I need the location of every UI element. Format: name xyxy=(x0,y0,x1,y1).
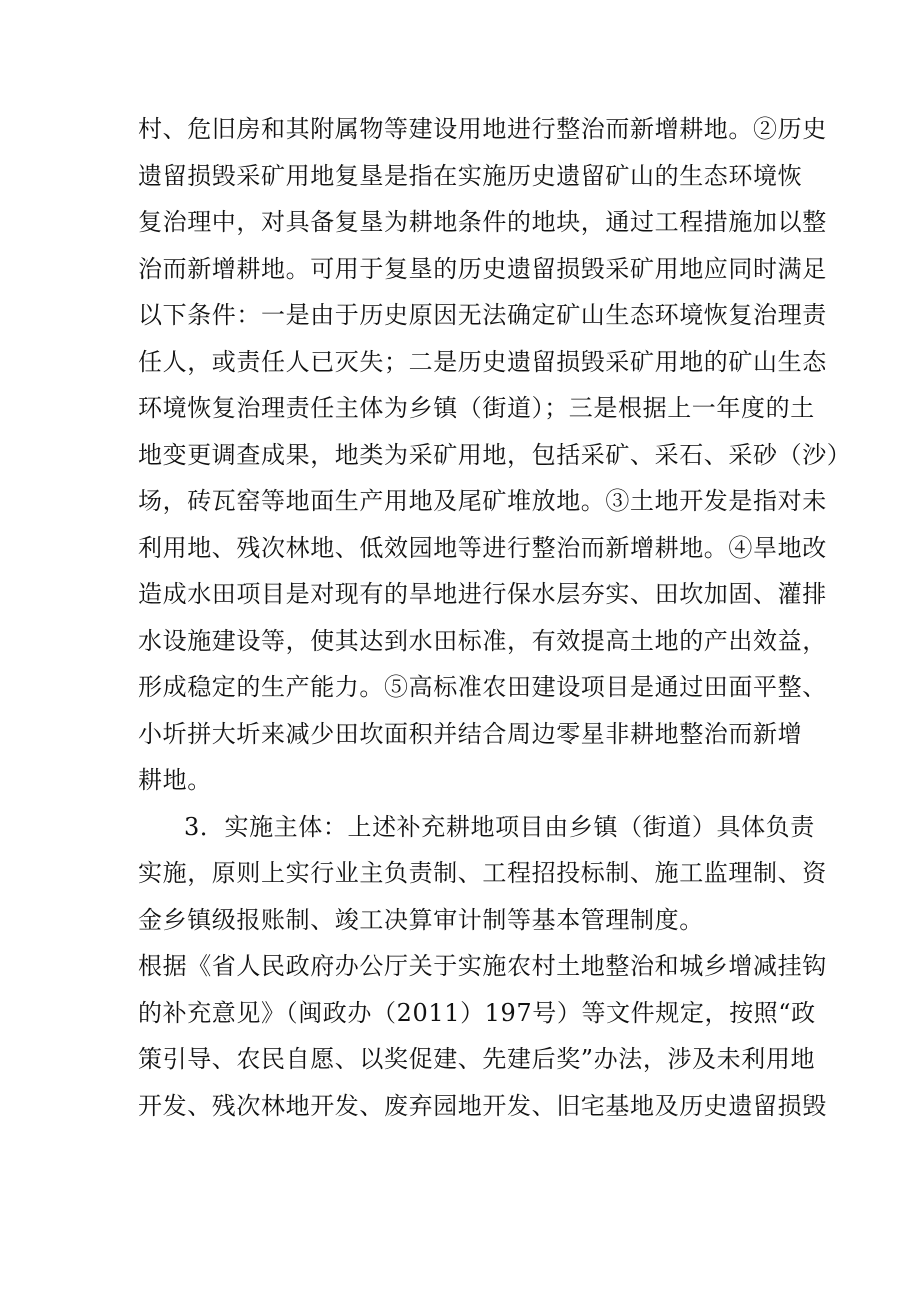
text-line: 环境恢复治理责任主体为乡镇（街道）；三是根据上一年度的土 xyxy=(138,394,815,422)
text-line: 场，砖瓦窑等地面生产用地及尾矿堆放地。③土地开发是指对未 xyxy=(138,487,827,515)
text-line: 实施，原则上实行业主负责制、工程招投标制、施工监理制、资 xyxy=(138,859,827,887)
text-line: 金乡镇级报账制、竣工决算审计制等基本管理制度。 xyxy=(138,905,704,934)
text-line: 根据《省人民政府办公厅关于实施农村土地整治和城乡增减挂钩 xyxy=(138,952,827,980)
text-line: 开发、残次林地开发、废弃园地开发、旧宅基地及历史遗留损毁 xyxy=(138,1091,827,1120)
text-line: 复治理中，对具备复垦为耕地条件的地块，通过工程措施加以整 xyxy=(138,208,827,236)
text-line: 策引导、农民自愿、以奖促建、先建后奖”办法，涉及未利用地 xyxy=(138,1045,816,1073)
text-line: 3．实施主体：上述补充耕地项目由乡镇（街道）具体负责 xyxy=(184,812,815,841)
text-line: 小圻拼大圻来减少田坎面积并结合周边零星非耕地整治而新增 xyxy=(138,719,803,748)
text-line: 造成水田项目是对现有的旱地进行保水层夯实、田坎加固、灌排 xyxy=(138,580,827,608)
paragraph-implementation-subject xyxy=(138,804,827,944)
text-line: 利用地、残次林地、低效园地等进行整治而新增耕地。④旱地改 xyxy=(138,533,827,562)
text-line: 以下条件：一是由于历史原因无法确定矿山生态环境恢复治理责 xyxy=(138,301,827,329)
document-body xyxy=(138,106,852,1129)
text-line: 任人，或责任人已灭失；二是历史遗留损毁采矿用地的矿山生态 xyxy=(138,347,827,376)
text-line: 地变更调查成果，地类为采矿用地，包括采矿、采石、采砂（沙） xyxy=(138,440,852,469)
text-line: 的补充意见》（闽政办（2011）197号）等文件规定，按照“政 xyxy=(138,998,816,1027)
text-line: 水设施建设等，使其达到水田标准，有效提高土地的产出效益， xyxy=(138,626,827,655)
text-line: 形成稳定的生产能力。⑤高标准农田建设项目是通过田面平整、 xyxy=(138,673,827,701)
text-line: 村、危旧房和其附属物等建设用地进行整治而新增耕地。②历史 xyxy=(138,115,827,143)
text-line: 治而新增耕地。可用于复垦的历史遗留损毁采矿用地应同时满足 xyxy=(138,254,827,283)
paragraph-policy-basis xyxy=(138,943,827,1129)
text-line: 耕地。 xyxy=(138,766,212,794)
paragraph-land-types xyxy=(138,106,852,804)
text-line: 遗留损毁采矿用地复垦是指在实施历史遗留矿山的生态环境恢 xyxy=(138,161,803,190)
